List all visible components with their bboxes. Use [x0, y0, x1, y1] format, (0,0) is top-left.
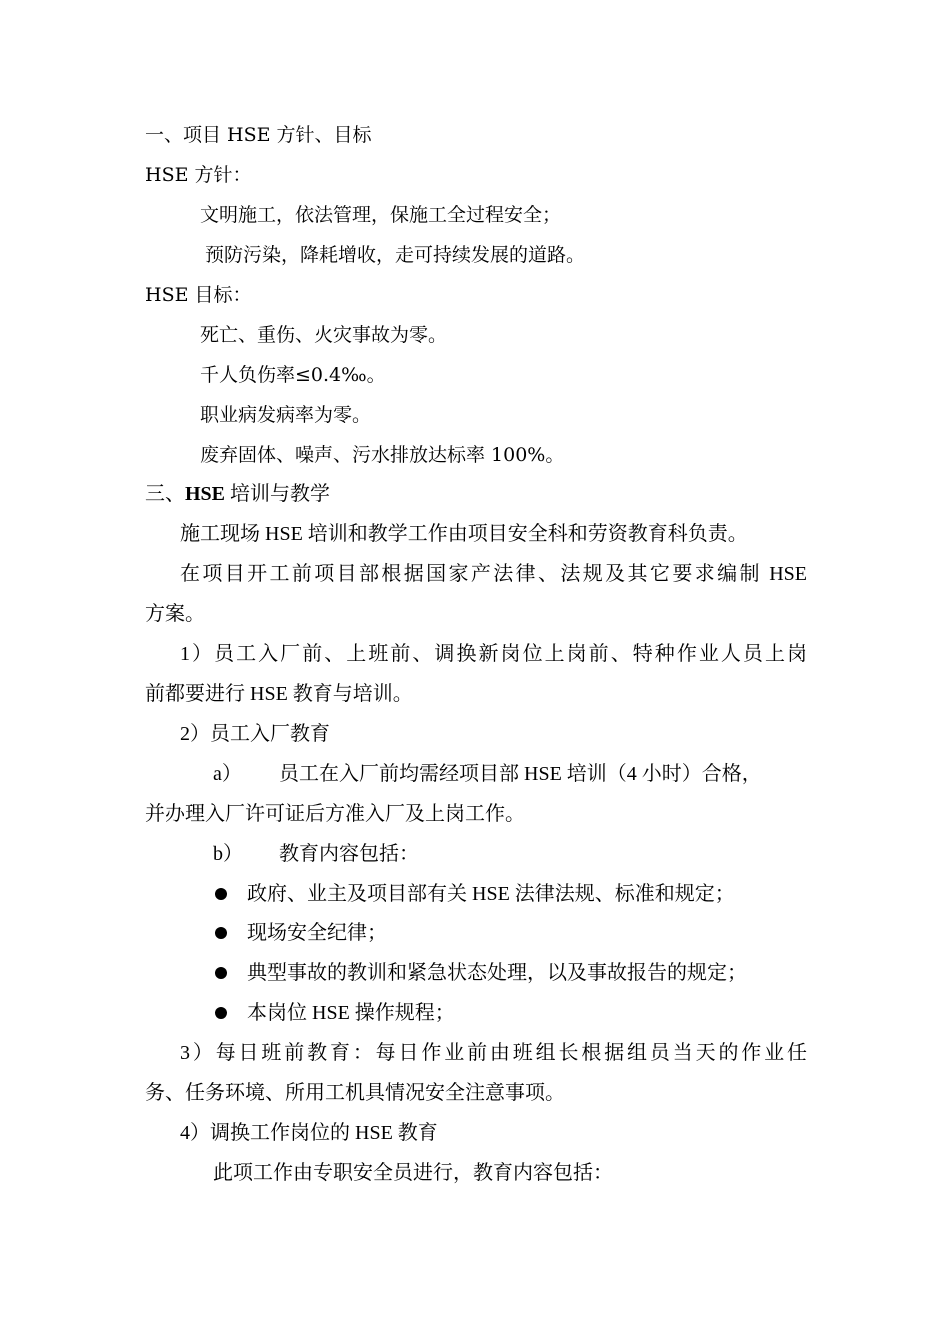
- item-2b-text: 教育内容包括：: [279, 843, 419, 865]
- paragraph-1: 施工现场 HSE 培训和教学工作由项目安全科和劳资教育科负责。: [180, 523, 748, 545]
- bullet-item: [215, 881, 735, 907]
- section3-hse: HSE: [185, 483, 226, 505]
- section1-title: 一、项目 HSE 方针、目标: [145, 124, 372, 146]
- item-4-text: 此项工作由专职安全员进行，教育内容包括：: [213, 1162, 613, 1184]
- goal-item: 职业病发病率为零。: [200, 404, 372, 426]
- policy-label: HSE 方针：: [145, 164, 252, 186]
- item-1-line-1: 1）员工入厂前、上班前、调换新岗位上岗前、特种作业人员上岗: [180, 643, 807, 665]
- bullet-item: [215, 960, 747, 986]
- goal-item: 千人负伤率≤0.4‰。: [200, 364, 386, 386]
- bullet-text: 政府、业主及项目部有关 HSE 法律法规、标准和规定；: [247, 883, 735, 905]
- bullet-item: [215, 1000, 455, 1026]
- goal-item: 废弃固体、噪声、污水排放达标率 100%。: [200, 444, 565, 466]
- goal-item: 死亡、重伤、火灾事故为零。: [200, 324, 448, 346]
- bullet-dot-icon: [215, 888, 227, 900]
- bullet-item: [215, 920, 387, 946]
- item-2a-tag: a）: [213, 763, 242, 785]
- bullet-text: 典型事故的教训和紧急状态处理，以及事故报告的规定；: [247, 962, 747, 984]
- policy-line-1: 文明施工，依法管理，保施工全过程安全；: [200, 204, 562, 226]
- policy-line-2: 预防污染，降耗增收，走可持续发展的道路。: [205, 244, 586, 266]
- item-2a-text: 员工在入厂前均需经项目部 HSE 培训（4 小时）合格，: [279, 763, 762, 785]
- bullet-dot-icon: [215, 927, 227, 939]
- bullet-dot-icon: [215, 1007, 227, 1019]
- section3-prefix: 三、: [145, 483, 185, 505]
- bullet-text: 本岗位 HSE 操作规程；: [247, 1002, 455, 1024]
- item-3-line-1: 3）每日班前教育：每日作业前由班组长根据组员当天的作业任: [180, 1042, 807, 1064]
- item-2a-line-2: 并办理入厂许可证后方准入厂及上岗工作。: [145, 803, 525, 825]
- bullet-dot-icon: [215, 967, 227, 979]
- item-3-line-2: 务、任务环境、所用工机具情况安全注意事项。: [145, 1082, 565, 1104]
- item-2b: [213, 841, 419, 867]
- bullet-text: 现场安全纪律；: [247, 922, 387, 944]
- section3-rest: 培训与教学: [225, 483, 331, 505]
- item-4: 4）调换工作岗位的 HSE 教育: [180, 1122, 438, 1144]
- item-1-line-2: 前都要进行 HSE 教育与培训。: [145, 683, 413, 705]
- goal-label: HSE 目标：: [145, 284, 252, 306]
- item-2: 2）员工入厂教育: [180, 723, 330, 745]
- section3-title: [145, 481, 330, 507]
- item-2a-line-1: [213, 761, 762, 787]
- paragraph-2-line-1: 在项目开工前项目部根据国家产法律、法规及其它要求编制 HSE: [180, 563, 807, 585]
- item-2b-tag: b）: [213, 843, 243, 865]
- paragraph-2-line-2: 方案。: [145, 603, 205, 625]
